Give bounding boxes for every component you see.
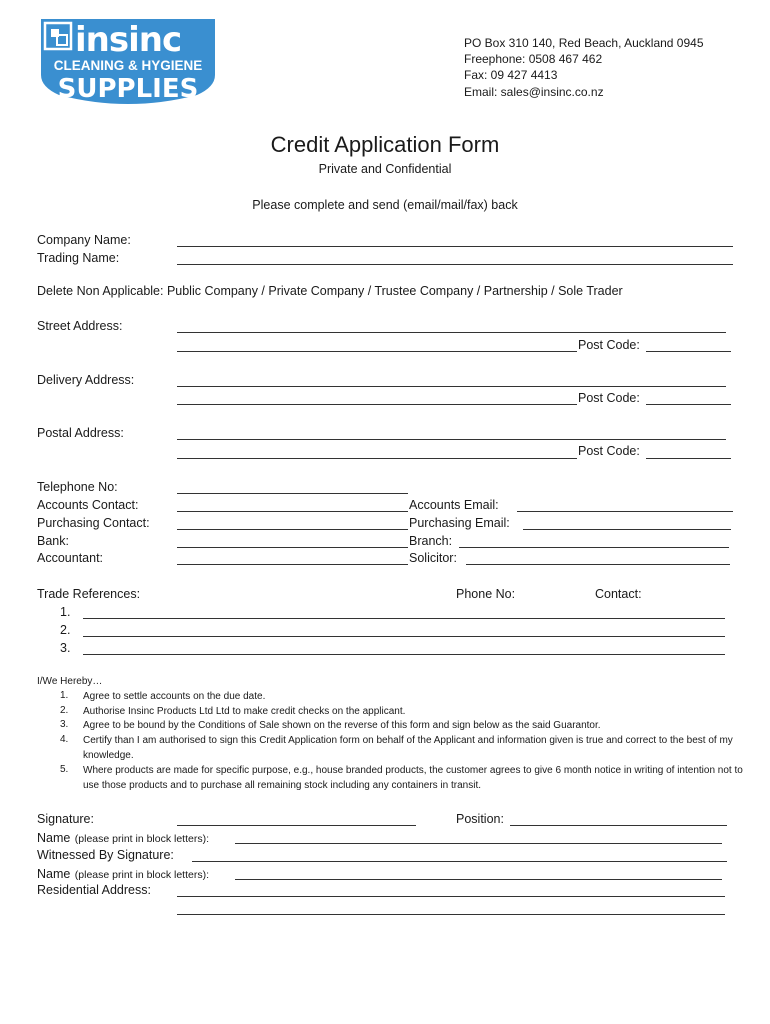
position-field[interactable] xyxy=(510,825,727,826)
declaration-item-2: Authorise Insinc Products Ltd Ltd to make credit checks on the applicant. xyxy=(83,706,406,717)
name-label-row xyxy=(37,829,209,847)
declaration-item-1: Agree to settle accounts on the due date. xyxy=(83,691,266,702)
ref-number-3: 3. xyxy=(60,641,71,655)
branch-field[interactable] xyxy=(459,547,729,548)
trade-reference-2-field[interactable] xyxy=(83,636,725,637)
street-postcode-label: Post Code: xyxy=(578,338,640,352)
trade-reference-3-field[interactable] xyxy=(83,654,725,655)
company-name-field[interactable] xyxy=(177,246,733,247)
delivery-address-label: Delivery Address: xyxy=(37,373,135,387)
delete-non-applicable[interactable]: Delete Non Applicable: Public Company / Private Company / Trustee Company / Partnership / Sole Trader xyxy=(37,284,623,298)
phone-no-label: Phone No: xyxy=(456,587,516,601)
witness-name-field[interactable] xyxy=(235,879,722,880)
fax: Fax: 09 427 4413 xyxy=(464,68,558,82)
ref-number-2: 2. xyxy=(60,623,71,637)
contact-label: Contact: xyxy=(595,587,642,601)
purchasing-contact-field[interactable] xyxy=(177,529,408,530)
logo-line3: SUPPLIES xyxy=(57,74,199,104)
postal-postcode-field[interactable] xyxy=(646,458,731,459)
form-instruction: Please complete and send (email/mail/fax) back xyxy=(252,198,518,212)
witness-name-label: Name xyxy=(37,867,71,881)
postal-address-label: Postal Address: xyxy=(37,426,124,440)
solicitor-field[interactable] xyxy=(466,564,730,565)
company-address: PO Box 310 140, Red Beach, Auckland 0945 xyxy=(464,36,704,50)
company-name-label: Company Name: xyxy=(37,233,131,247)
signature-field[interactable] xyxy=(177,825,416,826)
accounts-email-field[interactable] xyxy=(517,511,733,512)
delivery-postcode-field[interactable] xyxy=(646,404,731,405)
declaration-num-3: 3. xyxy=(60,719,69,730)
street-postcode-field[interactable] xyxy=(646,351,731,352)
trade-reference-1-field[interactable] xyxy=(83,618,725,619)
postal-address-field-2[interactable] xyxy=(177,458,577,459)
position-label: Position: xyxy=(456,812,504,826)
branch-label: Branch: xyxy=(409,534,453,548)
declaration-num-1: 1. xyxy=(60,690,69,701)
freephone: Freephone: 0508 467 462 xyxy=(464,52,603,66)
street-address-label: Street Address: xyxy=(37,319,123,333)
accountant-field[interactable] xyxy=(177,564,408,565)
witness-name-label-row xyxy=(37,865,209,883)
form-title: Credit Application Form xyxy=(270,132,500,157)
bank-field[interactable] xyxy=(177,547,408,548)
trading-name-field[interactable] xyxy=(177,264,733,265)
name-field[interactable] xyxy=(235,843,722,844)
delivery-postcode-label: Post Code: xyxy=(578,391,640,405)
postal-postcode-label: Post Code: xyxy=(578,444,640,458)
declaration-item-3: Agree to be bound by the Conditions of Sale shown on the reverse of this form and sign below as the said Guarantor. xyxy=(83,720,601,731)
solicitor-label: Solicitor: xyxy=(409,551,457,565)
declaration-intro: I/We Hereby… xyxy=(37,676,103,687)
form-subtitle: Private and Confidential xyxy=(318,162,452,176)
trading-name-label: Trading Name: xyxy=(37,251,120,265)
delivery-address-field-2[interactable] xyxy=(177,404,577,405)
witnessed-signature-field[interactable] xyxy=(192,861,727,862)
declaration-num-2: 2. xyxy=(60,705,69,716)
accountant-label: Accountant: xyxy=(37,551,104,565)
witnessed-label: Witnessed By Signature: xyxy=(37,848,174,862)
declaration-item-5: Where products are made for specific purpose, e.g., house branded products, the customer agrees to give 6 month notice in writing of intention not to use those products and to purchase all remaining stock including any containers in transit. xyxy=(83,765,743,791)
residential-address-field[interactable] xyxy=(177,896,725,897)
signature-label: Signature: xyxy=(37,812,94,826)
ref-number-1: 1. xyxy=(60,605,71,619)
logo-line1: insinc xyxy=(75,20,182,60)
purchasing-email-field[interactable] xyxy=(523,529,731,530)
residential-address-label: Residential Address: xyxy=(37,883,151,897)
street-address-field-2[interactable] xyxy=(177,351,577,352)
telephone-label: Telephone No: xyxy=(37,480,118,494)
insinc-logo xyxy=(37,15,219,113)
delivery-address-field[interactable] xyxy=(177,386,726,387)
purchasing-email-label: Purchasing Email: xyxy=(409,516,510,530)
logo-line2: CLEANING & HYGIENE xyxy=(53,58,203,73)
purchasing-contact-label: Purchasing Contact: xyxy=(37,516,150,530)
block-letters-note: (please print in block letters): xyxy=(74,833,210,845)
residential-address-field-2[interactable] xyxy=(177,914,725,915)
accounts-contact-field[interactable] xyxy=(177,511,408,512)
declaration-num-4: 4. xyxy=(60,734,69,745)
telephone-field[interactable] xyxy=(177,493,408,494)
declaration-item-4: Certify than I am authorised to sign this Credit Application form on behalf of the Applicant and information given is true and correct to the best of my knowledge. xyxy=(83,735,733,761)
trade-references-label: Trade References: xyxy=(37,587,141,601)
accounts-contact-label: Accounts Contact: xyxy=(37,498,139,512)
accounts-email-label: Accounts Email: xyxy=(409,498,499,512)
postal-address-field[interactable] xyxy=(177,439,726,440)
street-address-field[interactable] xyxy=(177,332,726,333)
witness-block-letters-note: (please print in block letters): xyxy=(74,869,210,881)
bank-label: Bank: xyxy=(37,534,69,548)
name-label: Name xyxy=(37,831,71,845)
email: Email: sales@insinc.co.nz xyxy=(464,85,604,99)
declaration-num-5: 5. xyxy=(60,764,69,775)
